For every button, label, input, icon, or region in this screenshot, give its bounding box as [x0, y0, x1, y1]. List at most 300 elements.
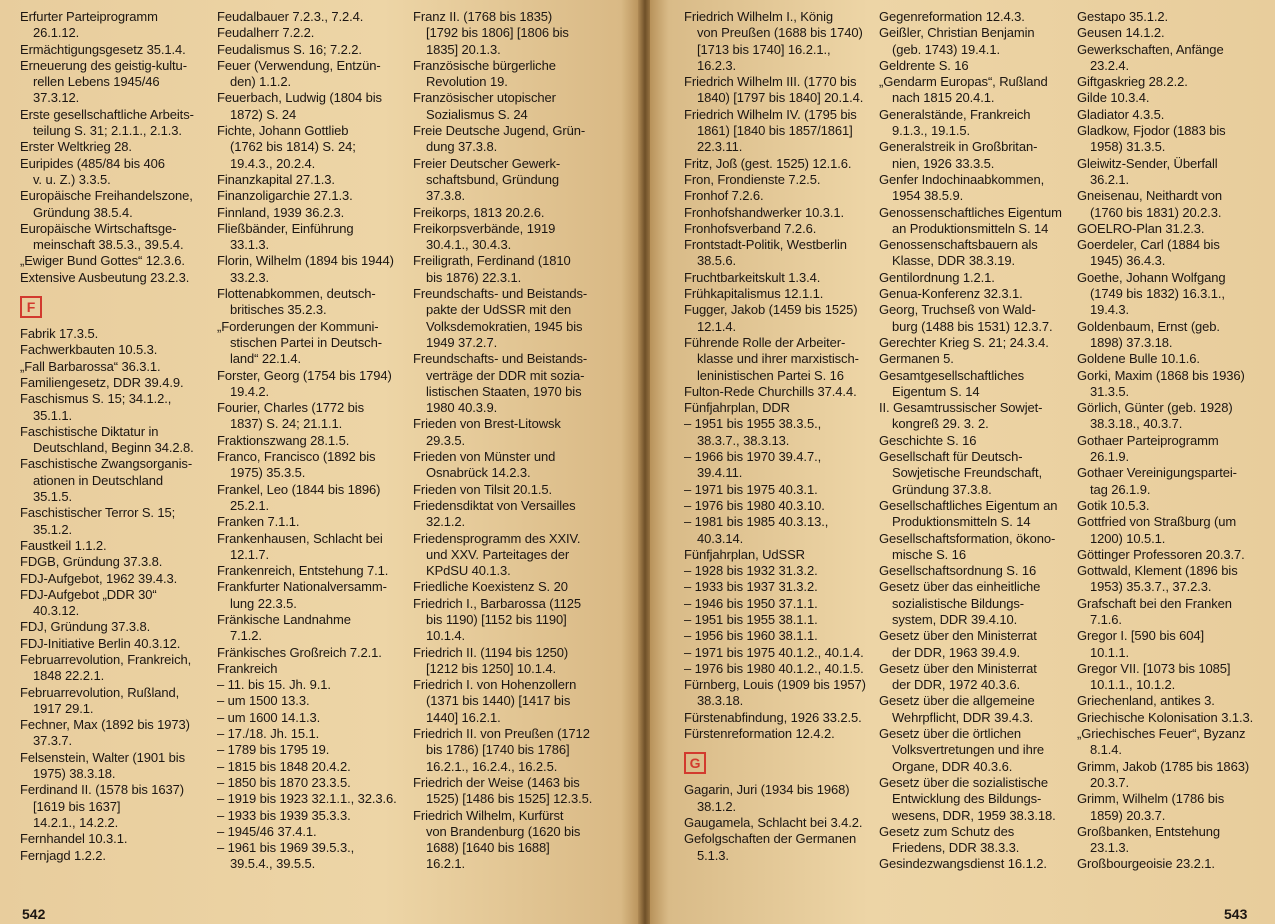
- entry-continuation: rellen Lebens 1945/46: [33, 74, 160, 90]
- entry-term: Generalstreik in Großbritan-: [879, 139, 1038, 155]
- index-entry: [879, 351, 1075, 367]
- index-entry: [413, 726, 635, 775]
- index-entry: [413, 253, 635, 286]
- index-entry: [684, 547, 882, 677]
- entry-continuation: burg (1488 bis 1531) 12.3.7.: [892, 318, 1053, 334]
- entry-continuation: 31.3.5.: [1090, 383, 1130, 399]
- index-entry: [684, 107, 882, 156]
- entry-continuation: 36.2.1.: [1090, 171, 1130, 187]
- entry-term: Gotik 10.5.3.: [1077, 497, 1150, 513]
- entry-term: Gesellschaftsformation, ökono-: [879, 530, 1056, 546]
- entry-term: Euripides (485/84 bis 406: [20, 155, 165, 171]
- entry-subentry: – 1815 bis 1848 20.4.2.: [217, 758, 351, 774]
- entry-term: Gleiwitz-Sender, Überfall: [1077, 155, 1218, 171]
- entry-continuation: 37.3.12.: [33, 90, 80, 106]
- index-entry: [879, 368, 1075, 401]
- entry-term: Gaugamela, Schlacht bei 3.4.2.: [684, 814, 863, 830]
- entry-continuation: von Brandenburg (1620 bis: [426, 823, 581, 839]
- entry-term: Gilde 10.3.4.: [1077, 90, 1150, 106]
- entry-continuation: schaftsbund, Gründung: [426, 171, 560, 187]
- entry-term: Fourier, Charles (1772 bis: [217, 400, 364, 416]
- entry-term: „Ewiger Bund Gottes“ 12.3.6.: [20, 253, 185, 269]
- entry-term: Genossenschaftsbauern als: [879, 237, 1038, 253]
- entry-subentry: – 1961 bis 1969 39.5.3.,: [217, 840, 355, 856]
- index-entry: [217, 42, 410, 58]
- entry-continuation: 39.4.11.: [697, 465, 743, 481]
- entry-term: FDJ-Initiative Berlin 40.3.12.: [20, 635, 181, 651]
- index-entry: [20, 253, 215, 269]
- entry-term: Frankenhausen, Schlacht bei: [217, 530, 383, 546]
- entry-term: Faschistische Zwangsorganis-: [20, 456, 193, 472]
- entry-continuation: 1688) [1640 bis 1688]: [426, 840, 550, 856]
- index-entry: [20, 58, 215, 107]
- entry-term: Gothaer Vereinigungspartei-: [1077, 465, 1237, 481]
- index-entry: [879, 58, 1075, 74]
- entry-continuation: Sowjetische Freundschaft,: [892, 465, 1042, 481]
- entry-continuation: Volksvertretungen und ihre: [892, 742, 1045, 758]
- index-entry: [217, 25, 410, 41]
- entry-continuation: Organe, DDR 40.3.6.: [892, 758, 1013, 774]
- index-entry: [413, 449, 635, 482]
- index-entry: [684, 335, 882, 384]
- right-page: [650, 0, 1275, 924]
- index-column: [413, 9, 635, 873]
- entry-continuation: 16.2.1.: [426, 856, 466, 872]
- entry-continuation: tag 26.1.9.: [1090, 481, 1151, 497]
- entry-term: Fernjagd 1.2.2.: [20, 847, 106, 863]
- entry-term: Franz II. (1768 bis 1835): [413, 9, 553, 24]
- index-entry: [684, 831, 882, 864]
- entry-subentry: – 1919 bis 1923 32.1.1., 32.3.6.: [217, 791, 397, 807]
- index-entry: [413, 808, 635, 873]
- entry-subentry: – 1971 bis 1975 40.1.2., 40.1.4.: [684, 644, 864, 660]
- entry-term: Freundschafts- und Beistands-: [413, 286, 588, 302]
- entry-term: Genossenschaftliches Eigentum: [879, 204, 1062, 220]
- entry-continuation: land“ 22.1.4.: [230, 351, 301, 367]
- entry-continuation: 5.1.3.: [697, 847, 729, 863]
- entry-term: Friedensprogramm des XXIV.: [413, 530, 581, 546]
- index-entry: [1077, 368, 1270, 401]
- entry-term: Fünfjahrplan, UdSSR: [684, 546, 805, 562]
- entry-continuation: 35.1.5.: [33, 489, 73, 505]
- entry-term: Felsenstein, Walter (1901 bis: [20, 749, 185, 765]
- index-entry: [1077, 465, 1270, 498]
- entry-term: Frankreich: [217, 660, 278, 676]
- entry-term: Friedrich Wilhelm IV. (1795 bis: [684, 106, 857, 122]
- entry-term: Goethe, Johann Wolfgang: [1077, 269, 1226, 285]
- index-entry: [217, 205, 410, 221]
- entry-continuation: 38.3.18., 40.3.7.: [1090, 416, 1183, 432]
- entry-term: GOELRO-Plan 31.2.3.: [1077, 220, 1205, 236]
- entry-subentry: – 1928 bis 1932 31.3.2.: [684, 563, 818, 579]
- index-entry: [684, 9, 882, 74]
- index-entry: [413, 596, 635, 645]
- index-entry: [1077, 563, 1270, 596]
- index-entry: [217, 188, 410, 204]
- entry-subentry: – 17./18. Jh. 15.1.: [217, 726, 320, 742]
- entry-term: Fritz, Joß (gest. 1525) 12.1.6.: [684, 155, 852, 171]
- entry-continuation: stischen Partei in Deutsch-: [230, 334, 382, 350]
- entry-term: Gesetz über die örtlichen: [879, 726, 1022, 742]
- entry-term: Freiligrath, Ferdinand (1810: [413, 253, 571, 269]
- index-entry: [217, 482, 410, 515]
- index-entry: [413, 677, 635, 726]
- entry-continuation: britisches 35.2.3.: [230, 302, 327, 318]
- section-letter: F: [20, 296, 42, 318]
- index-entry: [217, 661, 410, 873]
- entry-term: Franken 7.1.1.: [217, 514, 300, 530]
- entry-continuation: 1859) 20.3.7.: [1090, 807, 1166, 823]
- entry-continuation: bis 1786) [1740 bis 1786]: [426, 742, 570, 758]
- index-entry: [20, 42, 215, 58]
- index-entry: [684, 172, 882, 188]
- index-entry: [20, 652, 215, 685]
- entry-term: Genua-Konferenz 32.3.1.: [879, 286, 1023, 302]
- entry-continuation: Eigentum S. 14: [892, 383, 980, 399]
- entry-term: Finnland, 1939 36.2.3.: [217, 204, 345, 220]
- entry-term: Gladiator 4.3.5.: [1077, 106, 1165, 122]
- entry-term: Goldene Bulle 10.1.6.: [1077, 351, 1200, 367]
- entry-continuation: listischen Staaten, 1970 bis: [426, 383, 582, 399]
- entry-continuation: 1861) [1840 bis 1857/1861]: [697, 123, 853, 139]
- entry-term: Griechische Kolonisation 3.1.3.: [1077, 709, 1254, 725]
- index-entry: [20, 188, 215, 221]
- entry-continuation: mische S. 16: [892, 546, 966, 562]
- index-entry: [20, 587, 215, 620]
- entry-term: Geldrente S. 16: [879, 57, 969, 73]
- entry-continuation: 37.3.8.: [426, 188, 466, 204]
- entry-continuation: 19.4.2.: [230, 383, 270, 399]
- entry-continuation: leninistischen Partei S. 16: [697, 367, 844, 383]
- entry-term: Friedrich I. von Hohenzollern: [413, 677, 577, 693]
- entry-term: Geißler, Christian Benjamin: [879, 25, 1035, 41]
- section-letter-wrap: [684, 752, 882, 776]
- entry-term: Gagarin, Juri (1934 bis 1968): [684, 782, 850, 798]
- index-entry: [413, 579, 635, 595]
- section-letter-wrap: [20, 296, 215, 320]
- index-entry: [413, 416, 635, 449]
- entry-continuation: 19.4.3., 20.2.4.: [230, 155, 316, 171]
- index-entry: [217, 433, 410, 449]
- entry-continuation: bis 1876) 22.3.1.: [426, 269, 522, 285]
- index-entry: [879, 531, 1075, 564]
- entry-term: Gesetz über die allgemeine: [879, 693, 1035, 709]
- index-entry: [217, 319, 410, 368]
- index-entry: [684, 726, 882, 742]
- index-entry: [20, 391, 215, 424]
- index-entry: [1077, 547, 1270, 563]
- entry-continuation: (1760 bis 1831) 20.2.3.: [1090, 204, 1222, 220]
- entry-continuation: Revolution 19.: [426, 74, 508, 90]
- entry-term: Goldenbaum, Ernst (geb.: [1077, 318, 1220, 334]
- index-entry: [1077, 710, 1270, 726]
- entry-term: Familiengesetz, DDR 39.4.9.: [20, 374, 184, 390]
- entry-subentry: – 1981 bis 1985 40.3.13.,: [684, 514, 829, 530]
- entry-subentry: – 1951 bis 1955 38.3.5.,: [684, 416, 822, 432]
- index-entry: [684, 221, 882, 237]
- index-entry: [879, 824, 1075, 857]
- entry-continuation: 1835] 20.1.3.: [426, 41, 501, 57]
- index-entry: [217, 563, 410, 579]
- entry-term: Finanzoligarchie 27.1.3.: [217, 188, 353, 204]
- index-entry: [413, 90, 635, 123]
- index-entry: [20, 424, 215, 457]
- entry-continuation: 1840) [1797 bis 1840] 20.1.4.: [697, 90, 864, 106]
- entry-term: „Gendarm Europas“, Rußland: [879, 74, 1048, 90]
- entry-continuation: (1749 bis 1832) 16.3.1.,: [1090, 286, 1225, 302]
- entry-continuation: der DDR, 1963 39.4.9.: [892, 644, 1020, 660]
- entry-term: Erster Weltkrieg 28.: [20, 139, 132, 155]
- index-entry: [1077, 25, 1270, 41]
- entry-term: Grimm, Wilhelm (1786 bis: [1077, 791, 1225, 807]
- index-entry: [879, 433, 1075, 449]
- entry-term: Gesetz über das einheitliche: [879, 579, 1041, 595]
- entry-term: Gneisenau, Neithardt von: [1077, 188, 1223, 204]
- entry-term: Fugger, Jakob (1459 bis 1525): [684, 302, 858, 318]
- entry-term: Februarrevolution, Rußland,: [20, 684, 180, 700]
- entry-term: Februarrevolution, Frankreich,: [20, 651, 192, 667]
- entry-continuation: KPdSU 40.1.3.: [426, 563, 511, 579]
- index-entry: [217, 90, 410, 123]
- entry-continuation: 1440] 16.2.1.: [426, 709, 501, 725]
- entry-continuation: 1872) S. 24: [230, 106, 297, 122]
- entry-term: Erneuerung des geistig-kultu-: [20, 57, 187, 73]
- entry-term: Freikorpsverbände, 1919: [413, 220, 556, 236]
- entry-term: Gesellschaftsordnung S. 16: [879, 563, 1037, 579]
- entry-continuation: v. u. Z.) 3.3.5.: [33, 171, 111, 187]
- entry-continuation: 1848 22.2.1.: [33, 668, 105, 684]
- index-entry: [413, 156, 635, 205]
- entry-term: „Griechisches Feuer“, Byzanz: [1077, 726, 1246, 742]
- entry-subentry: – 1850 bis 1870 23.3.5.: [217, 774, 351, 790]
- entry-continuation: 40.3.14.: [697, 530, 744, 546]
- entry-continuation: 39.5.4., 39.5.5.: [230, 856, 316, 872]
- index-entry: [20, 359, 215, 375]
- entry-term: Friedrich I., Barbarossa (1125: [413, 595, 581, 611]
- entry-term: Fabrik 17.3.5.: [20, 326, 99, 342]
- entry-continuation: Volksdemokratien, 1945 bis: [426, 318, 583, 334]
- index-entry: [1077, 661, 1270, 694]
- entry-term: Freie Deutsche Jugend, Grün-: [413, 123, 586, 139]
- entry-term: Grimm, Jakob (1785 bis 1863): [1077, 758, 1250, 774]
- index-entry: [20, 221, 215, 254]
- index-entry: [20, 156, 215, 189]
- index-entry: [684, 270, 882, 286]
- entry-term: Fürstenabfindung, 1926 33.2.5.: [684, 709, 862, 725]
- entry-continuation: Klasse, DDR 38.3.19.: [892, 253, 1016, 269]
- index-entry: [413, 205, 635, 221]
- entry-continuation: 14.2.1., 14.2.2.: [33, 814, 119, 830]
- entry-term: Fron, Frondienste 7.2.5.: [684, 171, 821, 187]
- index-entry: [217, 253, 410, 286]
- index-entry: [879, 25, 1075, 58]
- entry-term: Feuer (Verwendung, Entzün-: [217, 57, 381, 73]
- entry-subentry: – 1976 bis 1980 40.1.2., 40.1.5.: [684, 660, 864, 676]
- entry-term: Fürnberg, Louis (1909 bis 1957): [684, 677, 866, 693]
- entry-term: Frankfurter Nationalversamm-: [217, 579, 387, 595]
- entry-term: Friedrich der Weise (1463 bis: [413, 774, 580, 790]
- index-entry: [1077, 42, 1270, 75]
- entry-subentry: – 1789 bis 1795 19.: [217, 742, 330, 758]
- index-entry: [20, 9, 215, 42]
- index-entry: [413, 221, 635, 254]
- entry-continuation: 16.2.1., 16.2.4., 16.2.5.: [426, 758, 558, 774]
- entry-term: Fronhofsverband 7.2.6.: [684, 220, 817, 236]
- entry-term: Fränkisches Großreich 7.2.1.: [217, 644, 382, 660]
- index-entry: [879, 237, 1075, 270]
- entry-term: Generalstände, Frankreich: [879, 106, 1031, 122]
- entry-term: Gottwald, Klement (1896 bis: [1077, 563, 1238, 579]
- entry-continuation: 1898) 37.3.18.: [1090, 334, 1173, 350]
- index-column: [20, 9, 215, 864]
- index-entry: [20, 782, 215, 831]
- entry-term: Friedrich Wilhelm, Kurfürst: [413, 807, 564, 823]
- entry-term: Gesetz zum Schutz des: [879, 823, 1015, 839]
- entry-term: Europäische Freihandelszone,: [20, 188, 193, 204]
- index-column: [684, 9, 882, 864]
- entry-subentry: – 11. bis 15. Jh. 9.1.: [217, 677, 331, 693]
- index-entry: [1077, 856, 1270, 872]
- entry-term: Görlich, Günter (geb. 1928): [1077, 400, 1233, 416]
- entry-continuation: dung 37.3.8.: [426, 139, 498, 155]
- entry-term: Feudalherr 7.2.2.: [217, 25, 315, 41]
- entry-term: Friedrich Wilhelm I., König: [684, 9, 834, 24]
- index-entry: [20, 107, 215, 140]
- index-entry: [20, 270, 215, 286]
- index-entry: [20, 831, 215, 847]
- entry-term: Frieden von Brest-Litowsk: [413, 416, 561, 432]
- index-entry: [217, 612, 410, 645]
- index-entry: [217, 58, 410, 91]
- index-entry: [684, 205, 882, 221]
- entry-term: Georg, Truchseß von Wald-: [879, 302, 1036, 318]
- entry-continuation: Entwicklung des Bildungs-: [892, 791, 1042, 807]
- index-entry: [684, 400, 882, 547]
- index-entry: [1077, 433, 1270, 466]
- index-entry: [1077, 9, 1270, 25]
- entry-term: Gregor I. [590 bis 604]: [1077, 628, 1205, 644]
- entry-subentry: – 1933 bis 1939 35.3.3.: [217, 807, 351, 823]
- index-entry: [1077, 628, 1270, 661]
- index-entry: [20, 636, 215, 652]
- entry-term: Fürstenreformation 12.4.2.: [684, 726, 835, 742]
- index-entry: [879, 302, 1075, 335]
- entry-continuation: Gründung 38.5.4.: [33, 204, 133, 220]
- entry-continuation: 30.4.1., 30.4.3.: [426, 237, 512, 253]
- index-entry: [20, 538, 215, 554]
- entry-term: Fachwerkbauten 10.5.3.: [20, 342, 158, 358]
- index-entry: [1077, 726, 1270, 759]
- entry-continuation: meinschaft 38.5.3., 39.5.4.: [33, 237, 184, 253]
- entry-term: Goerdeler, Carl (1884 bis: [1077, 237, 1220, 253]
- index-entry: [879, 856, 1075, 872]
- entry-term: Fließbänder, Einführung: [217, 220, 354, 236]
- index-entry: [217, 368, 410, 401]
- entry-subentry: – 1946 bis 1950 37.1.1.: [684, 595, 818, 611]
- entry-term: Freundschafts- und Beistands-: [413, 351, 588, 367]
- entry-term: FDJ-Aufgebot, 1962 39.4.3.: [20, 570, 178, 586]
- entry-continuation: 26.1.12.: [33, 25, 80, 41]
- entry-continuation: 1980 40.3.9.: [426, 400, 498, 416]
- index-entry: [1077, 514, 1270, 547]
- entry-continuation: [1713 bis 1740] 16.2.1.,: [697, 41, 831, 57]
- index-entry: [1077, 791, 1270, 824]
- entry-term: Gefolgschaften der Germanen: [684, 831, 857, 847]
- entry-term: Gorki, Maxim (1868 bis 1936): [1077, 367, 1245, 383]
- entry-continuation: 1837) S. 24; 21.1.1.: [230, 416, 343, 432]
- entry-subentry: – um 1500 13.3.: [217, 693, 310, 709]
- index-entry: [879, 9, 1075, 25]
- entry-term: Frontstadt-Politik, Westberlin: [684, 237, 847, 253]
- entry-continuation: 1949 37.2.7.: [426, 334, 498, 350]
- entry-term: Grafschaft bei den Franken: [1077, 595, 1232, 611]
- entry-continuation: (geb. 1743) 19.4.1.: [892, 41, 1000, 57]
- entry-term: Faschistische Diktatur in: [20, 423, 159, 439]
- entry-term: Flottenabkommen, deutsch-: [217, 286, 376, 302]
- entry-continuation: pakte der UdSSR mit den: [426, 302, 572, 318]
- entry-continuation: wesens, DDR, 1959 38.3.18.: [892, 807, 1056, 823]
- entry-term: Göttinger Professoren 20.3.7.: [1077, 546, 1245, 562]
- entry-continuation: 37.3.7.: [33, 733, 73, 749]
- entry-term: „Forderungen der Kommuni-: [217, 318, 379, 334]
- entry-subentry: – 1933 bis 1937 31.3.2.: [684, 579, 818, 595]
- entry-continuation: 33.2.3.: [230, 269, 270, 285]
- entry-term: Frieden von Tilsit 20.1.5.: [413, 481, 553, 497]
- index-entry: [1077, 498, 1270, 514]
- entry-continuation: 20.3.7.: [1090, 774, 1130, 790]
- entry-continuation: 1945) 36.4.3.: [1090, 253, 1166, 269]
- entry-continuation: 19.4.3.: [1090, 302, 1130, 318]
- index-entry: [684, 384, 882, 400]
- entry-term: Fronhof 7.2.6.: [684, 188, 764, 204]
- entry-term: Griechenland, antikes 3.: [1077, 693, 1215, 709]
- index-entry: [20, 342, 215, 358]
- entry-term: Französische bürgerliche: [413, 57, 556, 73]
- entry-term: FDJ-Aufgebot „DDR 30“: [20, 586, 157, 602]
- index-entry: [1077, 123, 1270, 156]
- index-entry: [879, 628, 1075, 661]
- entry-continuation: system, DDR 39.4.10.: [892, 611, 1018, 627]
- index-entry: [413, 482, 635, 498]
- index-entry: [413, 498, 635, 531]
- index-entry: [879, 74, 1075, 107]
- entry-term: Ermächtigungsgesetz 35.1.4.: [20, 41, 186, 57]
- entry-continuation: und XXV. Parteitages der: [426, 546, 570, 562]
- index-entry: [217, 579, 410, 612]
- index-entry: [879, 400, 1075, 433]
- entry-continuation: lung 22.3.5.: [230, 595, 297, 611]
- entry-term: Feuerbach, Ludwig (1804 bis: [217, 90, 382, 106]
- entry-term: Extensive Ausbeutung 23.2.3.: [20, 269, 190, 285]
- entry-term: Gerechter Krieg S. 21; 24.3.4.: [879, 334, 1049, 350]
- entry-continuation: 32.1.2.: [426, 514, 466, 530]
- entry-continuation: 38.3.7., 38.3.13.: [697, 432, 790, 448]
- entry-continuation: der DDR, 1972 40.3.6.: [892, 677, 1020, 693]
- index-entry: [20, 505, 215, 538]
- index-entry: [20, 750, 215, 783]
- entry-continuation: ationen in Deutschland: [33, 472, 164, 488]
- index-entry: [1077, 90, 1270, 106]
- entry-continuation: teilung S. 31; 2.1.1., 2.1.3.: [33, 123, 182, 139]
- index-entry: [879, 270, 1075, 286]
- entry-term: Germanen 5.: [879, 351, 954, 367]
- entry-continuation: Produktionsmitteln S. 14: [892, 514, 1031, 530]
- entry-term: Gregor VII. [1073 bis 1085]: [1077, 660, 1231, 676]
- entry-continuation: 22.3.11.: [697, 139, 743, 155]
- entry-term: Faustkeil 1.1.2.: [20, 537, 107, 553]
- index-entry: [217, 123, 410, 172]
- entry-term: Gottfried von Straßburg (um: [1077, 514, 1237, 530]
